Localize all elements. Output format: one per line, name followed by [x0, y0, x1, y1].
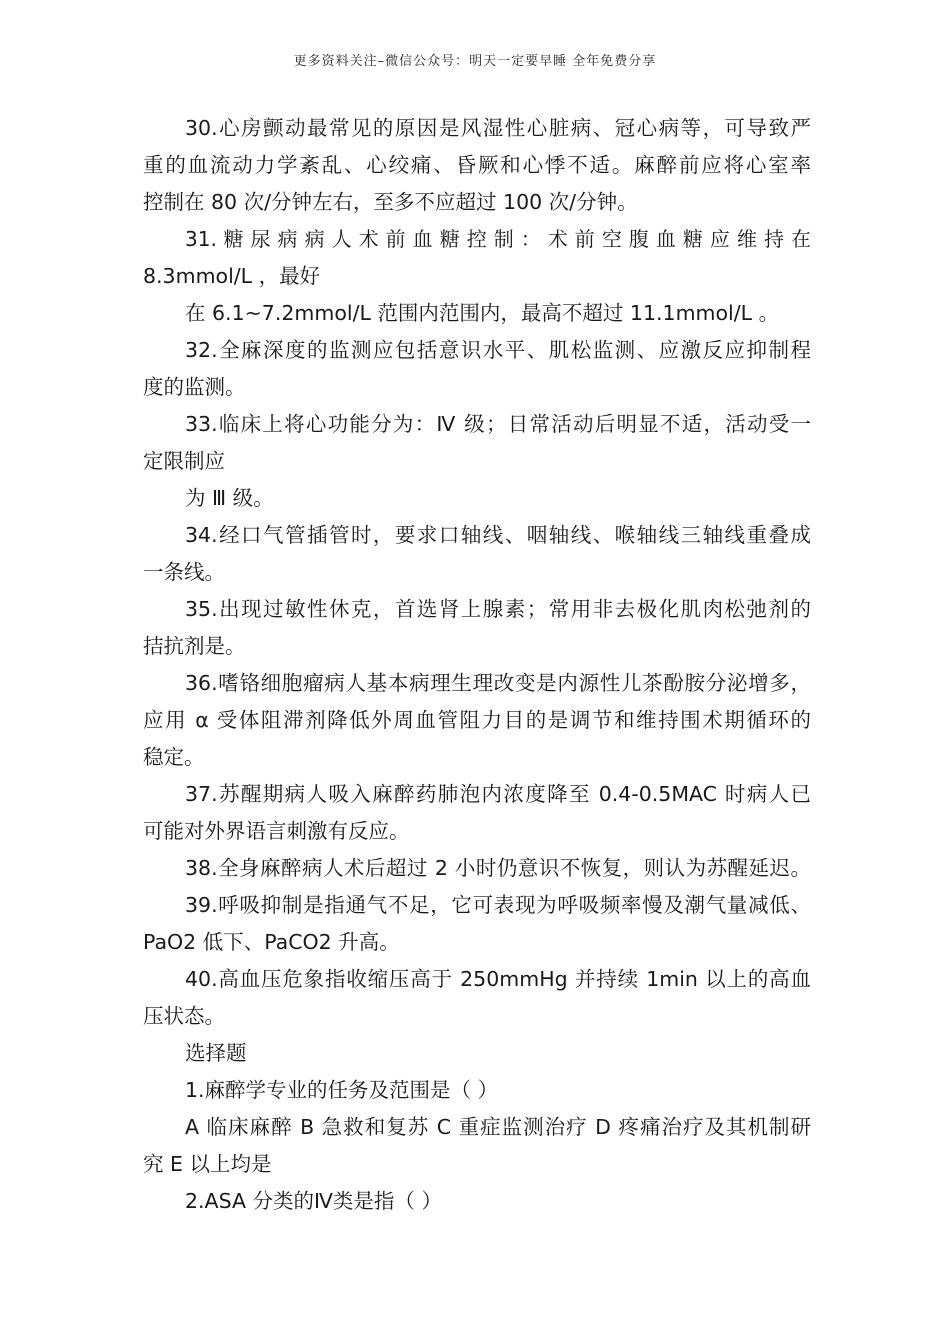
- page-header: 更多资料关注–微信公众号：明天一定要早睡 全年免费分享: [293, 54, 657, 69]
- text-line: 32.全麻深度的监测应包括意识水平、肌松监测、应激反应抑制程: [185, 338, 811, 362]
- text-line: 重的血流动力学紊乱、心绞痛、昏厥和心悸不适。麻醉前应将心室率: [143, 153, 811, 177]
- text-line: 稳定。: [143, 745, 205, 769]
- text-line: 拮抗剂是。: [143, 634, 246, 658]
- text-line: 1.麻醉学专业的任务及范围是（ ）: [185, 1078, 499, 1102]
- text-line: 8.3mmol/L ，最好: [143, 264, 321, 288]
- text-line: 30.心房颤动最常见的原因是风湿性心脏病、冠心病等，可导致严: [185, 116, 811, 140]
- text-line: 37.苏醒期病人吸入麻醉药肺泡内浓度降至 0.4-0.5MAC 时病人已: [185, 782, 811, 806]
- text-line: 控制在 80 次/分钟左右，至多不应超过 100 次/分钟。: [143, 190, 638, 214]
- text-line: 选择题: [185, 1041, 247, 1065]
- text-line: PaO2 低下、PaCO2 升高。: [143, 930, 400, 954]
- text-line: 定限制应: [143, 449, 225, 473]
- text-line: 在 6.1~7.2mmol/L 范围内范围内，最高不超过 11.1mmol/L 。: [185, 301, 780, 325]
- text-line: 34.经口气管插管时，要求口轴线、咽轴线、喉轴线三轴线重叠成: [185, 523, 811, 547]
- text-line: 36.嗜铬细胞瘤病人基本病理生理改变是内源性儿茶酚胺分泌增多，: [185, 671, 811, 695]
- text-line: 31. 糖 尿 病 病 人 术 前 血 糖 控 制 ： 术 前 空 腹 血 糖 应 维 持 在: [185, 227, 811, 251]
- text-line: 可能对外界语言刺激有反应。: [143, 819, 410, 843]
- text-line: 究 E 以上均是: [143, 1152, 272, 1176]
- text-line: 38.全身麻醉病人术后超过 2 小时仍意识不恢复，则认为苏醒延迟。: [185, 856, 811, 880]
- text-line: 应用 α 受体阻滞剂降低外周血管阻力目的是调节和维持围术期循环的: [143, 708, 811, 732]
- document-body: [143, 110, 811, 1220]
- text-line: 2.ASA 分类的Ⅳ类是指（ ）: [185, 1189, 442, 1213]
- text-line: 为 Ⅲ 级。: [185, 486, 274, 510]
- text-line: 度的监测。: [143, 375, 246, 399]
- text-line: 40.高血压危象指收缩压高于 250mmHg 并持续 1min 以上的高血: [185, 967, 811, 991]
- text-line: A 临床麻醉 B 急救和复苏 C 重症监测治疗 D 疼痛治疗及其机制研: [185, 1115, 811, 1139]
- text-line: 39.呼吸抑制是指通气不足，它可表现为呼吸频率慢及潮气量减低、: [185, 893, 811, 917]
- text-line: 35.出现过敏性休克，首选肾上腺素；常用非去极化肌肉松弛剂的: [185, 597, 811, 621]
- text-line: 33.临床上将心功能分为：Ⅳ 级；日常活动后明显不适，活动受一: [185, 412, 811, 436]
- text-line: 压状态。: [143, 1004, 225, 1028]
- text-line: 一条线。: [143, 560, 225, 584]
